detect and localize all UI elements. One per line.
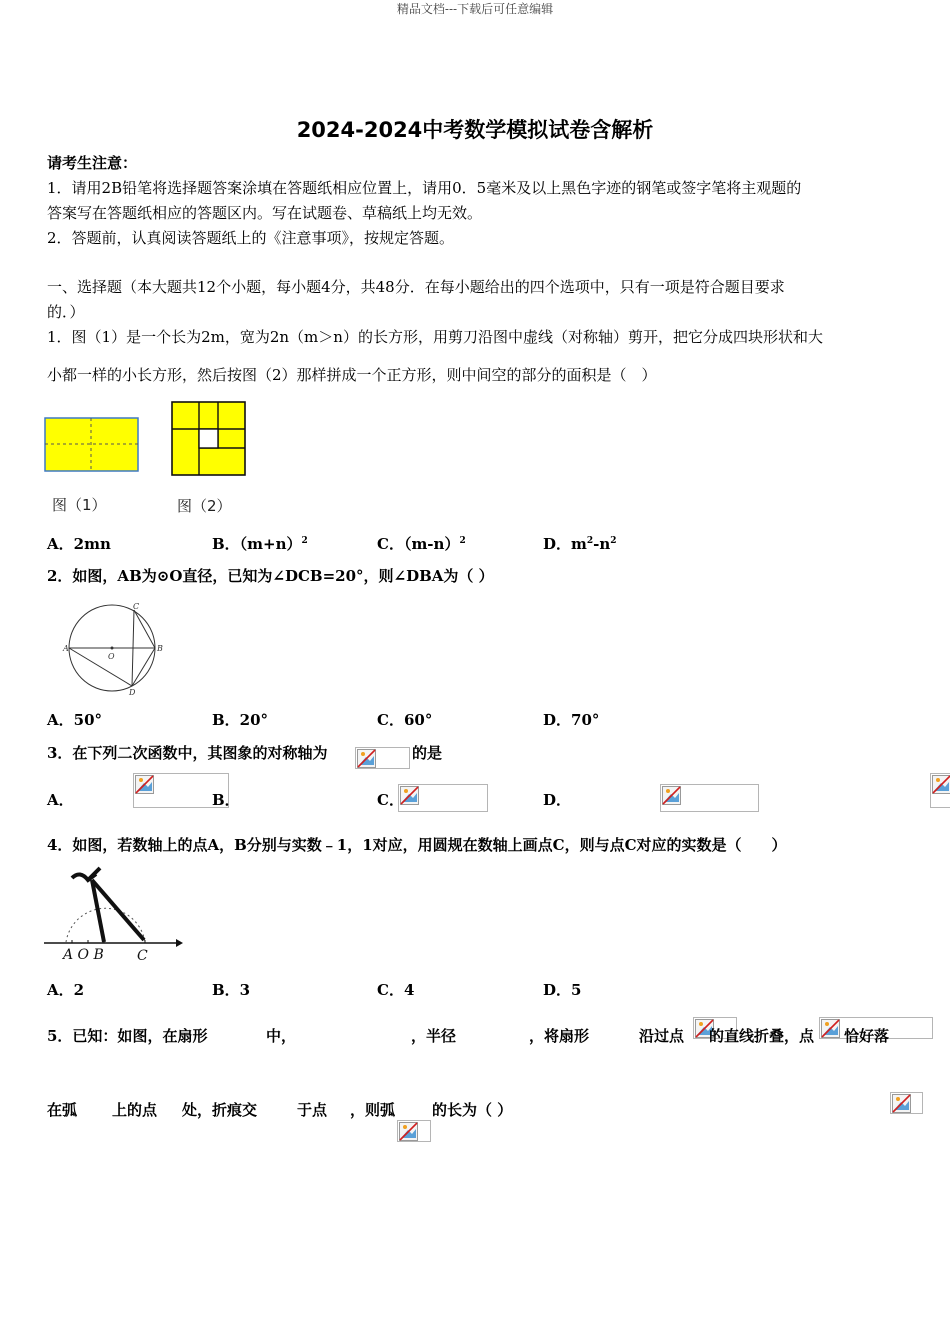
q5-text-7: 恰好落	[844, 1027, 890, 1045]
fig2-caption: 图（2）	[177, 497, 232, 515]
q1-option-d[interactable]: D．$m^2-n^2$	[543, 535, 617, 553]
q5-text-4: ，将扇形	[529, 1027, 590, 1045]
q5-text-13: 的长为（ ）	[432, 1101, 513, 1119]
section-line-2: 的．）	[47, 303, 85, 321]
q5-text-2: 中，	[266, 1027, 297, 1045]
q5-text-11: 于点	[297, 1101, 328, 1119]
q5-text-10: 处，折痕交	[182, 1101, 258, 1119]
axis-label-c: C	[137, 948, 148, 964]
label-d: D	[129, 688, 136, 696]
broken-image-icon	[892, 1094, 911, 1113]
q5-arc-image	[890, 1092, 923, 1114]
label-b: B	[157, 644, 163, 653]
q3-option-b-image	[398, 784, 488, 812]
q1-option-a[interactable]: A．2mn	[47, 535, 111, 553]
broken-image-icon	[662, 786, 681, 805]
q5-text-1: 5．已知：如图，在扇形	[47, 1027, 208, 1045]
broken-image-icon	[821, 1019, 840, 1038]
q5-text-6: 的直线折叠，点	[709, 1027, 815, 1045]
section-line-1: 一、选择题（本大题共12个小题，每小题4分，共48分．在每小题给出的四个选项中，只有一项是符合题目要求	[47, 278, 785, 296]
q4-option-a[interactable]: A．2	[47, 981, 85, 999]
q3-option-c-image	[660, 784, 759, 812]
q5-text-12: ，则弧	[350, 1101, 396, 1119]
q2-circle-figure	[62, 600, 166, 696]
q3-text-after: 的是	[412, 744, 443, 762]
q1-option-b[interactable]: B．$(m+n)^2$	[212, 535, 308, 553]
label-a: A	[63, 644, 69, 653]
q4-option-b[interactable]: B．3	[212, 981, 251, 999]
q3-option-d-image	[930, 773, 950, 808]
axis-labels-aob: A O B	[63, 947, 104, 963]
q3-option-c[interactable]: C．	[377, 791, 404, 809]
broken-image-icon	[932, 775, 950, 794]
q5-arc2-image	[397, 1120, 431, 1142]
q5-text-9: 上的点	[112, 1101, 158, 1119]
q3-option-b[interactable]: B．	[212, 791, 240, 809]
center-hole	[199, 429, 218, 448]
fig1-caption: 图（1）	[52, 496, 107, 514]
page-header: 精品文档---下载后可任意编辑	[396, 2, 554, 16]
q3-equation-image	[355, 747, 410, 769]
q5-text-8: 在弧	[47, 1101, 78, 1119]
broken-image-icon	[399, 1122, 418, 1141]
q2-option-c[interactable]: C．60°	[377, 711, 433, 729]
q3-option-d[interactable]: D．	[543, 791, 572, 809]
notice-line-2: 答案写在答题纸相应的答题区内。写在试题卷、草稿纸上均无效。	[47, 204, 483, 222]
q2-option-d[interactable]: D．70°	[543, 711, 600, 729]
q3-option-a[interactable]: A．	[47, 791, 74, 809]
q3-text-before: 3．在下列二次函数中，其图象的对称轴为	[47, 744, 328, 762]
q4-compass-figure	[44, 866, 184, 966]
q1-line-1: 1．图（1）是一个长为2m，宽为2n（m＞n）的长方形，用剪刀沿图中虚线（对称轴）剪开，把它分成四块形状和大	[47, 328, 823, 346]
broken-image-icon	[135, 775, 154, 794]
q4-option-c[interactable]: C．4	[377, 981, 415, 999]
page-title: 2024-2024中考数学模拟试卷含解析	[296, 118, 654, 142]
notice-line-3: 2．答题前，认真阅读答题纸上的《注意事项》，按规定答题。	[47, 229, 455, 247]
label-o: O	[108, 652, 115, 661]
q2-option-a[interactable]: A．50°	[47, 711, 103, 729]
q1-line-2: 小都一样的小长方形，然后按图（2）那样拼成一个正方形，则中间空的部分的面积是（ ）	[47, 366, 657, 384]
broken-image-icon	[357, 749, 376, 768]
q4-option-d[interactable]: D．5	[543, 981, 582, 999]
q2-option-b[interactable]: B．20°	[212, 711, 269, 729]
q1-figure-1	[44, 417, 140, 473]
q2-text: 2．如图，AB为⊙O直径，已知为∠DCB=20°，则∠DBA为（ ）	[47, 567, 494, 585]
q5-text-3: ，半径	[411, 1027, 457, 1045]
notice-heading: 请考生注意：	[47, 154, 138, 172]
label-c: C	[133, 602, 140, 611]
notice-line-1: 1．请用2B铅笔将选择题答案涂填在答题纸相应位置上，请用0．5毫米及以上黑色字迹的钢笔或签字笔将主观题的	[47, 179, 802, 197]
q5-text-5: 沿过点	[639, 1027, 685, 1045]
q1-option-c[interactable]: C．$(m-n)^2$	[377, 535, 466, 553]
q4-text: 4．如图，若数轴上的点A，B分别与实数﹣1，1对应，用圆规在数轴上画点C，则与点C对应的实数是（ ）	[47, 836, 787, 854]
q1-figure-2	[170, 400, 248, 478]
